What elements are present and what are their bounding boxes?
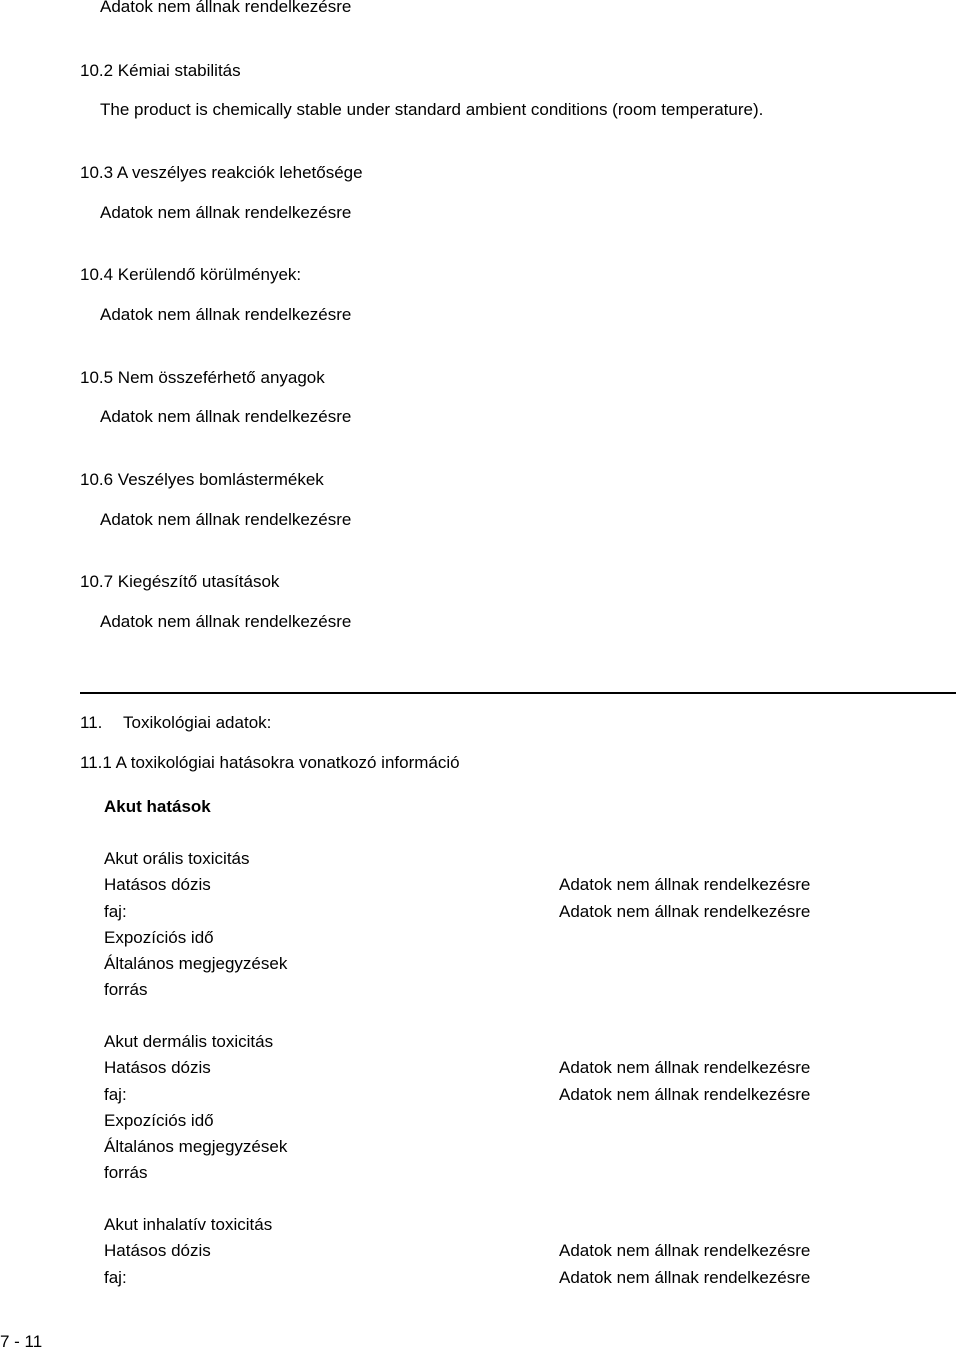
section-text-10-5: Adatok nem állnak rendelkezésre bbox=[100, 407, 352, 426]
section-divider bbox=[80, 692, 956, 694]
section-title-11: Toxikológiai adatok: bbox=[123, 713, 272, 732]
section-heading-10-7: 10.7 Kiegészítő utasítások bbox=[80, 572, 280, 591]
row-label: faj: bbox=[104, 1268, 127, 1287]
row-label: forrás bbox=[104, 1163, 148, 1182]
row-label: Hatásos dózis bbox=[104, 875, 211, 894]
row-label: Általános megjegyzések bbox=[104, 954, 288, 973]
section-heading-10-5: 10.5 Nem összeférhető anyagok bbox=[80, 368, 325, 387]
row-value: Adatok nem állnak rendelkezésre bbox=[559, 1241, 811, 1260]
section-text-10-3: Adatok nem állnak rendelkezésre bbox=[100, 203, 352, 222]
section-number-11: 11. bbox=[80, 713, 103, 732]
row-label: Általános megjegyzések bbox=[104, 1137, 288, 1156]
row-value: Adatok nem állnak rendelkezésre bbox=[559, 1268, 811, 1287]
section-value: Adatok nem állnak rendelkezésre bbox=[100, 0, 352, 16]
block-title-oral: Akut orális toxicitás bbox=[104, 849, 250, 868]
block-title-inhalation: Akut inhalatív toxicitás bbox=[104, 1215, 273, 1234]
section-heading-10-2: 10.2 Kémiai stabilitás bbox=[80, 61, 241, 80]
section-text-10-2: The product is chemically stable under standard ambient conditions (room temperature). bbox=[100, 100, 764, 119]
section-heading-10-4: 10.4 Kerülendő körülmények: bbox=[80, 265, 302, 284]
row-label: Hatásos dózis bbox=[104, 1058, 211, 1077]
section-text-10-6: Adatok nem állnak rendelkezésre bbox=[100, 510, 352, 529]
row-label: Expozíciós idő bbox=[104, 1111, 214, 1130]
section-heading-10-3: 10.3 A veszélyes reakciók lehetősége bbox=[80, 163, 363, 182]
page-number: 7 - 11 bbox=[0, 1332, 43, 1351]
row-value: Adatok nem állnak rendelkezésre bbox=[559, 875, 811, 894]
row-value: Adatok nem állnak rendelkezésre bbox=[559, 1085, 811, 1104]
row-value: Adatok nem állnak rendelkezésre bbox=[559, 902, 811, 921]
group-title-acute: Akut hatások bbox=[104, 797, 211, 816]
row-label: faj: bbox=[104, 902, 127, 921]
block-title-dermal: Akut dermális toxicitás bbox=[104, 1032, 274, 1051]
row-label: Expozíciós idő bbox=[104, 928, 214, 947]
section-text-10-4: Adatok nem állnak rendelkezésre bbox=[100, 305, 352, 324]
subsection-heading-11-1: 11.1 A toxikológiai hatásokra vonatkozó információ bbox=[80, 753, 460, 772]
row-value: Adatok nem állnak rendelkezésre bbox=[559, 1058, 811, 1077]
section-heading-10-6: 10.6 Veszélyes bomlástermékek bbox=[80, 470, 324, 489]
row-label: faj: bbox=[104, 1085, 127, 1104]
row-label: Hatásos dózis bbox=[104, 1241, 211, 1260]
row-label: forrás bbox=[104, 980, 148, 999]
section-text-10-7: Adatok nem állnak rendelkezésre bbox=[100, 612, 352, 631]
